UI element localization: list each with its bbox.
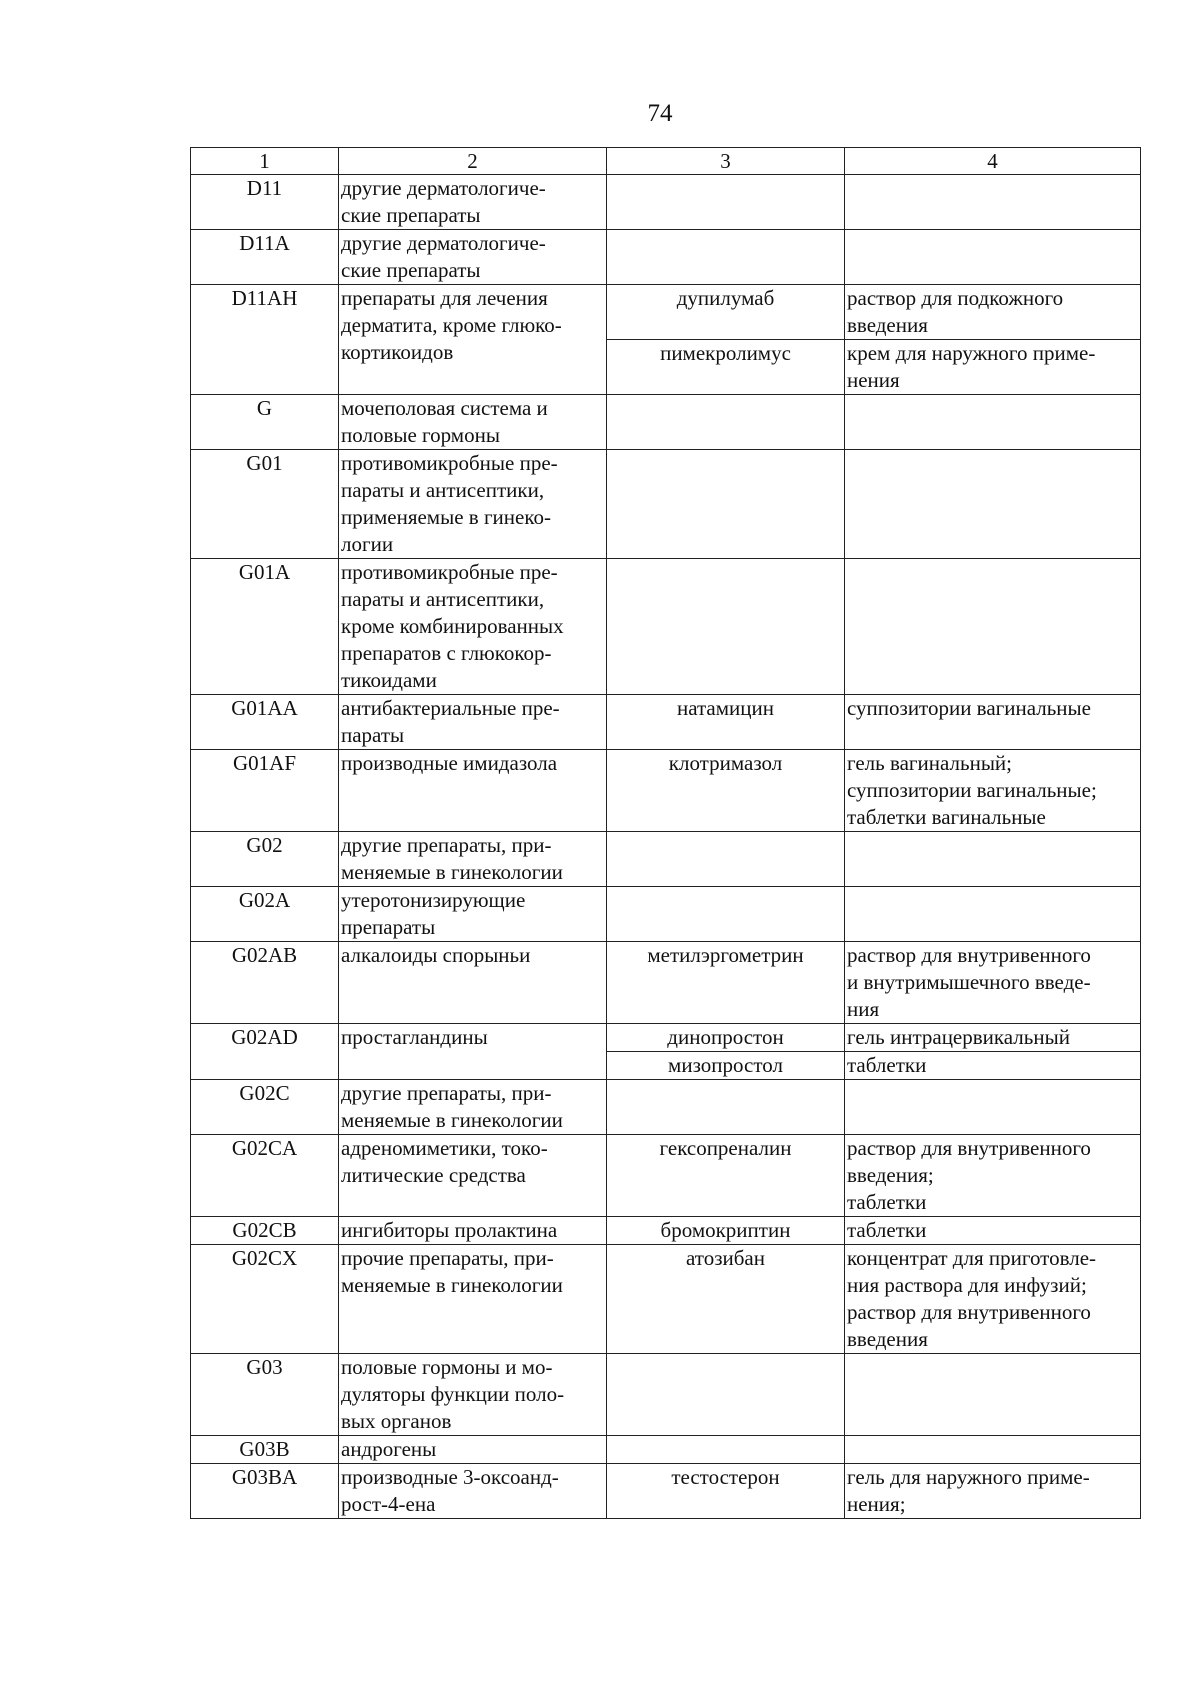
table-row (191, 695, 1141, 750)
atc-code-cell: G (191, 395, 339, 450)
group-name-cell: утеротонизирующие препараты (339, 887, 607, 942)
drug-classification-table (190, 147, 1141, 1519)
group-name-cell: алкалоиды спорыньи (339, 942, 607, 1024)
group-name-cell: другие дерматологиче- ские препараты (339, 175, 607, 230)
drug-name-cell: дупилумаб (607, 285, 845, 340)
group-name-cell: противомикробные пре- параты и антисептики, применяемые в гинеко- логии (339, 450, 607, 559)
dosage-form-cell (845, 395, 1141, 450)
drug-name-cell: гексопреналин (607, 1135, 845, 1217)
dosage-form-cell (845, 450, 1141, 559)
group-name-cell: антибактериальные пре- параты (339, 695, 607, 750)
drug-name-cell (607, 395, 845, 450)
group-name-cell: прочие препараты, при- меняемые в гинекологии (339, 1245, 607, 1354)
atc-code-cell: G02AD (191, 1024, 339, 1080)
table-row (191, 1245, 1141, 1354)
table-row (191, 559, 1141, 695)
group-name-cell: другие препараты, при- меняемые в гинекологии (339, 832, 607, 887)
table-row (191, 1354, 1141, 1436)
drug-name-cell: натамицин (607, 695, 845, 750)
table-row (191, 1217, 1141, 1245)
table-row (191, 1024, 1141, 1052)
drug-name-cell (607, 1354, 845, 1436)
atc-code-cell: D11A (191, 230, 339, 285)
dosage-form-cell (845, 1436, 1141, 1464)
column-header: 3 (607, 148, 845, 175)
dosage-form-cell: суппозитории вагинальные (845, 695, 1141, 750)
drug-name-cell: метилэргометрин (607, 942, 845, 1024)
drug-name-cell: бромокриптин (607, 1217, 845, 1245)
drug-name-cell (607, 450, 845, 559)
group-name-cell: адреномиметики, токо- литические средства (339, 1135, 607, 1217)
dosage-form-cell: раствор для подкожного введения (845, 285, 1141, 340)
dosage-form-cell (845, 1354, 1141, 1436)
group-name-cell: мочеполовая система и половые гормоны (339, 395, 607, 450)
group-name-cell: андрогены (339, 1436, 607, 1464)
dosage-form-cell: крем для наружного приме- нения (845, 340, 1141, 395)
group-name-cell: другие дерматологиче- ские препараты (339, 230, 607, 285)
drug-name-cell (607, 887, 845, 942)
dosage-form-cell: гель вагинальный; суппозитории вагинальные; таблетки вагинальные (845, 750, 1141, 832)
drug-name-cell (607, 832, 845, 887)
drug-name-cell: динопростон (607, 1024, 845, 1052)
atc-code-cell: G02CA (191, 1135, 339, 1217)
atc-code-cell: G01AA (191, 695, 339, 750)
atc-code-cell: D11AH (191, 285, 339, 395)
column-header: 2 (339, 148, 607, 175)
dosage-form-cell (845, 832, 1141, 887)
table-row (191, 1436, 1141, 1464)
group-name-cell: простагландины (339, 1024, 607, 1080)
atc-code-cell: G01A (191, 559, 339, 695)
drug-name-cell (607, 559, 845, 695)
atc-code-cell: G02C (191, 1080, 339, 1135)
group-name-cell: половые гормоны и мо- дуляторы функции поло- вых органов (339, 1354, 607, 1436)
dosage-form-cell: таблетки (845, 1052, 1141, 1080)
table-row (191, 1464, 1141, 1519)
atc-code-cell: G01AF (191, 750, 339, 832)
drug-name-cell: клотримазол (607, 750, 845, 832)
table-row (191, 1080, 1141, 1135)
page-number: 74 (647, 100, 673, 127)
table-row (191, 887, 1141, 942)
table-header-row (191, 148, 1141, 175)
atc-code-cell: D11 (191, 175, 339, 230)
atc-code-cell: G02CX (191, 1245, 339, 1354)
atc-code-cell: G03BA (191, 1464, 339, 1519)
dosage-form-cell (845, 887, 1141, 942)
drug-name-cell (607, 1080, 845, 1135)
atc-code-cell: G02CB (191, 1217, 339, 1245)
drug-name-cell (607, 175, 845, 230)
group-name-cell: производные имидазола (339, 750, 607, 832)
atc-code-cell: G02AB (191, 942, 339, 1024)
dosage-form-cell (845, 175, 1141, 230)
atc-code-cell: G01 (191, 450, 339, 559)
group-name-cell: препараты для лечения дерматита, кроме глюко- кортикоидов (339, 285, 607, 395)
table-row (191, 175, 1141, 230)
table-row (191, 395, 1141, 450)
drug-name-cell: атозибан (607, 1245, 845, 1354)
group-name-cell: производные 3-оксоанд- рост-4-ена (339, 1464, 607, 1519)
drug-name-cell (607, 1436, 845, 1464)
table-row (191, 832, 1141, 887)
dosage-form-cell: концентрат для приготовле- ния раствора для инфузий; раствор для внутривенного введения (845, 1245, 1141, 1354)
dosage-form-cell: таблетки (845, 1217, 1141, 1245)
dosage-form-cell: гель интрацервикальный (845, 1024, 1141, 1052)
dosage-form-cell: раствор для внутривенного и внутримышечного введе- ния (845, 942, 1141, 1024)
table-row (191, 285, 1141, 340)
group-name-cell: противомикробные пре- параты и антисептики, кроме комбинированных препаратов с глюкокор- тикоидами (339, 559, 607, 695)
group-name-cell: ингибиторы пролактина (339, 1217, 607, 1245)
table-row (191, 450, 1141, 559)
dosage-form-cell: гель для наружного приме- нения; (845, 1464, 1141, 1519)
table-row (191, 750, 1141, 832)
drug-name-cell: пимекролимус (607, 340, 845, 395)
atc-code-cell: G03 (191, 1354, 339, 1436)
column-header: 1 (191, 148, 339, 175)
table-row (191, 942, 1141, 1024)
column-header: 4 (845, 148, 1141, 175)
table-row (191, 1135, 1141, 1217)
atc-code-cell: G02A (191, 887, 339, 942)
group-name-cell: другие препараты, при- меняемые в гинекологии (339, 1080, 607, 1135)
dosage-form-cell (845, 1080, 1141, 1135)
dosage-form-cell: раствор для внутривенного введения; таблетки (845, 1135, 1141, 1217)
drug-name-cell: тестостерон (607, 1464, 845, 1519)
atc-code-cell: G03B (191, 1436, 339, 1464)
drug-name-cell (607, 230, 845, 285)
atc-code-cell: G02 (191, 832, 339, 887)
drug-name-cell: мизопростол (607, 1052, 845, 1080)
dosage-form-cell (845, 230, 1141, 285)
dosage-form-cell (845, 559, 1141, 695)
table-row (191, 230, 1141, 285)
